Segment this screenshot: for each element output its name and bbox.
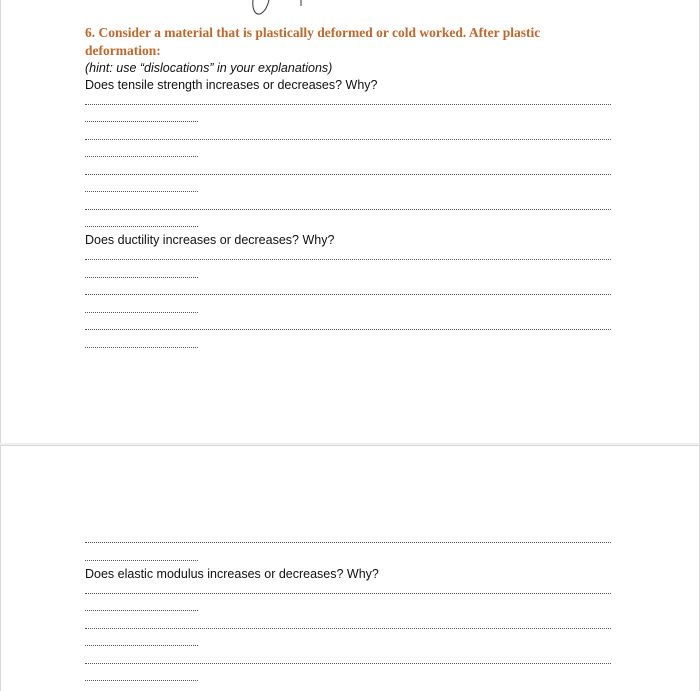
answer-line[interactable] — [85, 121, 198, 122]
answer-line[interactable] — [85, 560, 198, 561]
prompt-ductility: Does ductility increases or decreases? Why? — [85, 233, 335, 247]
answer-line[interactable] — [85, 593, 611, 594]
answer-line[interactable] — [85, 294, 611, 295]
prompt-elastic-modulus: Does elastic modulus increases or decreases? Why? — [85, 567, 379, 581]
answer-line[interactable] — [85, 174, 611, 175]
answer-line[interactable] — [85, 259, 611, 260]
handwritten-mark — [241, 0, 321, 20]
answer-line[interactable] — [85, 104, 611, 105]
answer-line[interactable] — [85, 663, 611, 664]
answer-line[interactable] — [85, 628, 611, 629]
answer-line[interactable] — [85, 329, 611, 330]
answer-line[interactable] — [85, 209, 611, 210]
hint-text: (hint: use “dislocations” in your explanations) — [85, 61, 333, 75]
answer-line[interactable] — [85, 277, 198, 278]
question-title: 6. Consider a material that is plastically deformed or cold worked. After plastic deformation: — [85, 25, 541, 58]
answer-line[interactable] — [85, 610, 198, 611]
answer-line[interactable] — [85, 139, 611, 140]
prompt-tensile-strength: Does tensile strength increases or decreases? Why? — [85, 78, 378, 92]
answer-line[interactable] — [85, 156, 198, 157]
answer-line[interactable] — [85, 226, 198, 227]
answer-line[interactable] — [85, 347, 198, 348]
answer-line[interactable] — [85, 312, 198, 313]
answer-line[interactable] — [85, 680, 198, 681]
answer-line[interactable] — [85, 645, 198, 646]
answer-line[interactable] — [85, 542, 611, 543]
answer-line[interactable] — [85, 191, 198, 192]
worksheet-page-2 — [0, 445, 700, 691]
